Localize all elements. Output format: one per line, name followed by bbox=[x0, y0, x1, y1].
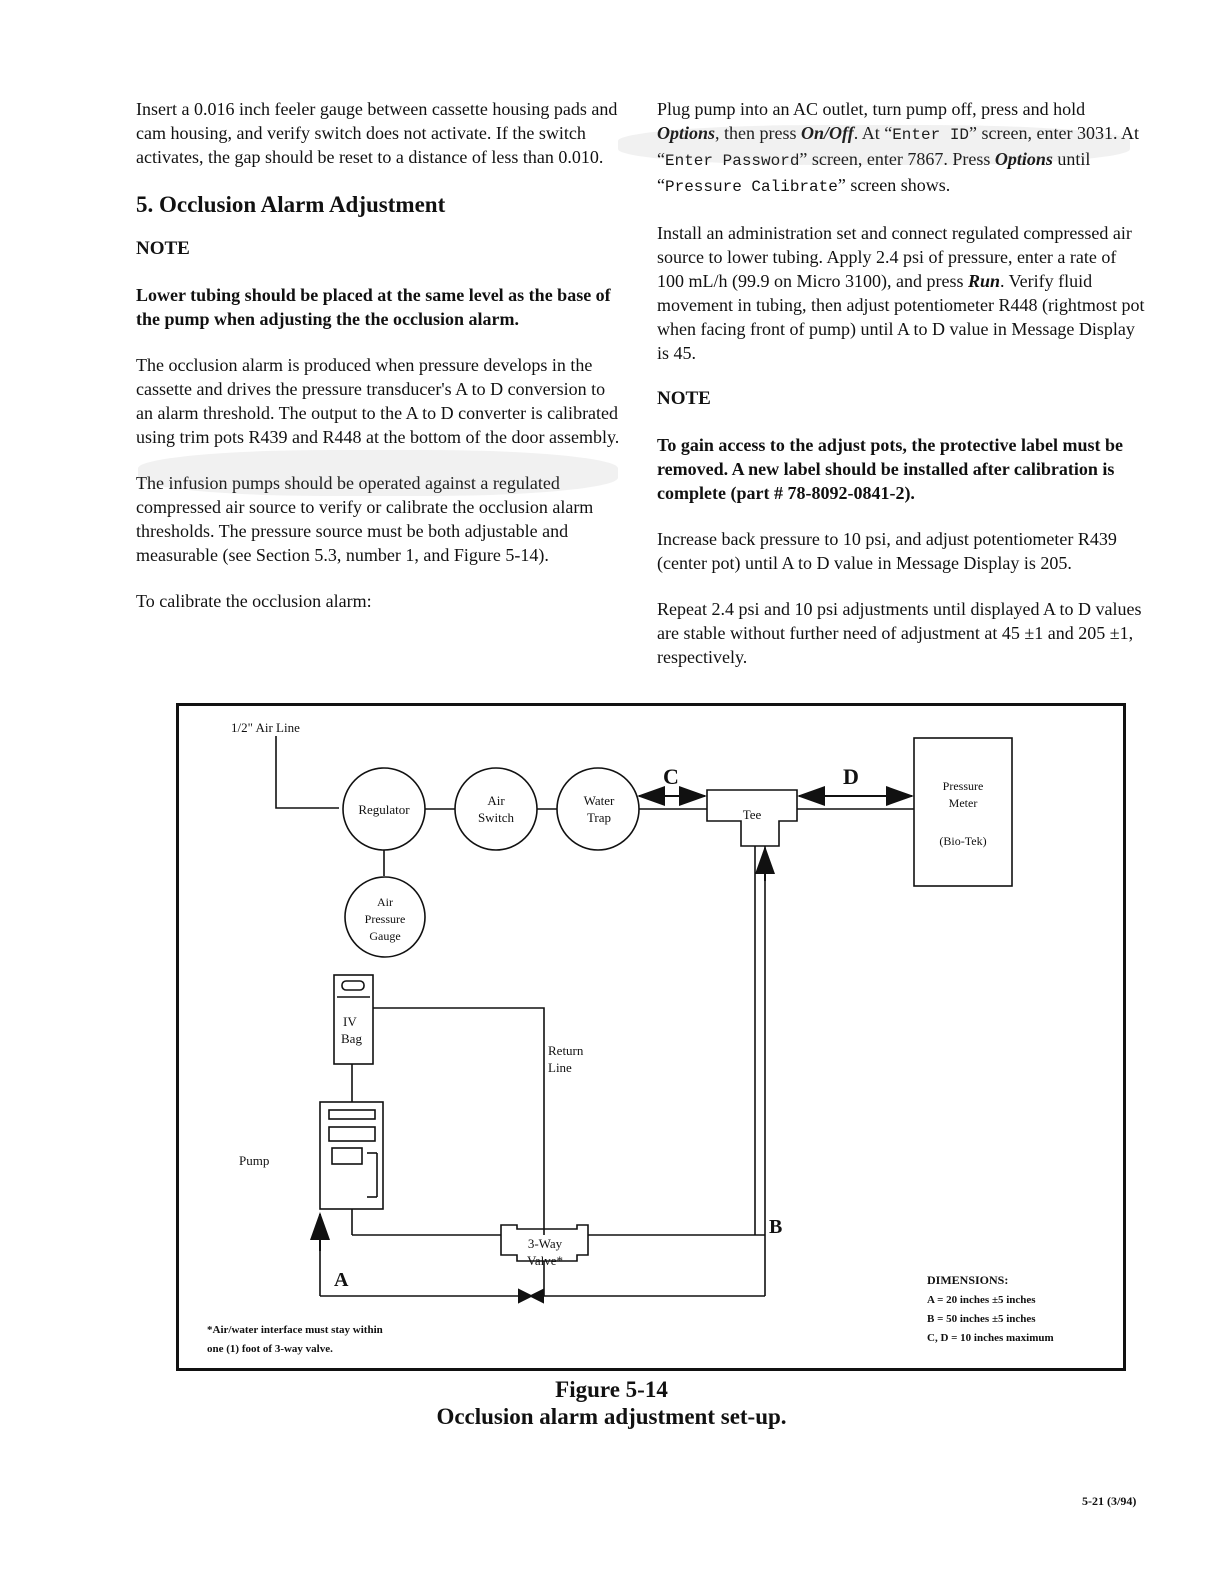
valve-bowtie-right bbox=[531, 1290, 543, 1302]
note-title-right: NOTE bbox=[657, 388, 711, 409]
iv-label-1: IV bbox=[343, 1014, 357, 1029]
section-heading: 5. Occlusion Alarm Adjustment bbox=[136, 192, 446, 217]
dim-label-b: B bbox=[769, 1216, 783, 1238]
regulator-label: Regulator bbox=[358, 802, 410, 817]
note-title: NOTE bbox=[136, 238, 190, 259]
pressure-meter-box bbox=[914, 738, 1012, 886]
occlusion-description-paragraph: The occlusion alarm is produced when pressure develops in the cassette and drives the pressure transducer's A to D conversion to an alarm threshold. The output to the A to D converter is calibrated using trim pots R439 and R448 at the bottom of the door assembly. bbox=[136, 355, 620, 447]
run-key: Run bbox=[967, 271, 1000, 291]
figure-5-14 bbox=[176, 703, 1126, 1371]
pressure-source-paragraph: The infusion pumps should be operated against a regulated compressed air source to verify or calibrate the occlusion alarm thresholds. The pressure source must be both adjustable and measurable (see Section 5.3, number 1, and Figure 5-14). bbox=[136, 473, 594, 565]
water-trap-label-1: Water bbox=[583, 793, 615, 808]
dimensions-b: B = 50 inches ±5 inches bbox=[927, 1313, 1036, 1325]
dim-label-d: D bbox=[843, 764, 859, 789]
gauge-label-1: Air bbox=[377, 895, 393, 909]
note-text: Lower tubing should be placed at the same level as the base of the pump when adjusting the the occlusion alarm. bbox=[136, 285, 611, 329]
air-line-label: 1/2" Air Line bbox=[231, 720, 300, 735]
pressure-calibrate-screen: Pressure Calibrate bbox=[665, 178, 838, 196]
right-column bbox=[657, 97, 1147, 691]
dim-label-a: A bbox=[334, 1269, 349, 1291]
air-switch-label-1: Air bbox=[487, 793, 505, 808]
enter-id-screen: Enter ID bbox=[892, 126, 970, 144]
options-key: Options bbox=[657, 123, 716, 143]
return-label-1: Return bbox=[548, 1043, 584, 1058]
plug-pump-paragraph: Plug pump into an AC outlet, turn pump off, press and hold Options, then press On/Off. At “Enter ID” screen, enter 3031. At “Enter Password” screen, enter 7867. Press Options until “Pressure Calibrate” screen shows. bbox=[657, 99, 1139, 196]
dimensions-cd: C, D = 10 inches maximum bbox=[927, 1332, 1054, 1344]
highlight-smudge-right bbox=[618, 125, 1130, 165]
return-label-2: Line bbox=[548, 1060, 572, 1075]
gauge-label-2: Pressure bbox=[364, 912, 406, 926]
pressure-meter-label-2: Meter bbox=[948, 796, 978, 810]
back-pressure-paragraph: Increase back pressure to 10 psi, and adjust potentiometer R439 (center pot) until A to D value in Message Display is 205. bbox=[657, 529, 1117, 573]
page-number: 5-21 (3/94) bbox=[1082, 1494, 1137, 1508]
pressure-meter-label-3: (Bio-Tek) bbox=[939, 834, 987, 848]
tee-label: Tee bbox=[742, 807, 762, 822]
dim-label-c: C bbox=[663, 764, 679, 789]
note-text-right: To gain access to the adjust pots, the protective label must be removed. A new label should be installed after calibration is complete (part # 78-8092-0841-2). bbox=[657, 435, 1123, 503]
gauge-label-3: Gauge bbox=[369, 929, 401, 943]
valve-label-2: Valve* bbox=[526, 1253, 564, 1268]
water-trap-label-2: Trap bbox=[586, 810, 612, 825]
dimensions-a: A = 20 inches ±5 inches bbox=[927, 1294, 1036, 1306]
repeat-paragraph: Repeat 2.4 psi and 10 psi adjustments until displayed A to D values are stable without further need of adjustment at 45 ±1 and 205 ±1, respectively. bbox=[657, 599, 1142, 667]
highlight-smudge bbox=[138, 450, 618, 496]
pump-label: Pump bbox=[239, 1153, 270, 1168]
dimensions-title: DIMENSIONS: bbox=[927, 1273, 1009, 1287]
valve-label-1: 3-Way bbox=[527, 1236, 563, 1251]
pressure-meter-label-1: Pressure bbox=[942, 779, 984, 793]
footnote-line-1: *Air/water interface must stay within bbox=[207, 1324, 383, 1336]
install-set-paragraph: Install an administration set and connect regulated compressed air source to lower tubing. Apply 2.4 psi of pressure, enter a rate of 100 mL/h (99.9 on Micro 3100), and press Run. Verify fluid movement in tubing, then adjust potentiometer R448 (rightmost pot when facing front of pump) until A to D value in Message Display is 45. bbox=[657, 223, 1145, 363]
air-switch-circle bbox=[455, 768, 537, 850]
calibrate-intro: To calibrate the occlusion alarm: bbox=[136, 591, 372, 611]
left-column bbox=[136, 97, 620, 635]
onoff-key: On/Off bbox=[801, 123, 854, 143]
options-key-2: Options bbox=[994, 149, 1053, 169]
figure-caption-title: Occlusion alarm adjustment set-up. bbox=[436, 1404, 787, 1429]
iv-label-2: Bag bbox=[341, 1031, 362, 1046]
air-switch-label-2: Switch bbox=[477, 810, 515, 825]
enter-password-screen: Enter Password bbox=[665, 152, 800, 170]
figure-caption-number: Figure 5-14 bbox=[555, 1377, 668, 1402]
setup-diagram bbox=[179, 706, 1123, 1368]
footnote-line-2: one (1) foot of 3-way valve. bbox=[207, 1343, 333, 1355]
air-line bbox=[276, 736, 339, 808]
return-line bbox=[373, 1008, 544, 1235]
feeler-gauge-paragraph: Insert a 0.016 inch feeler gauge between cassette housing pads and cam housing, and verify switch does not activate. If the switch activates, the gap should be reset to a distance of less than 0.010. bbox=[136, 99, 618, 167]
water-trap-circle bbox=[557, 768, 639, 850]
